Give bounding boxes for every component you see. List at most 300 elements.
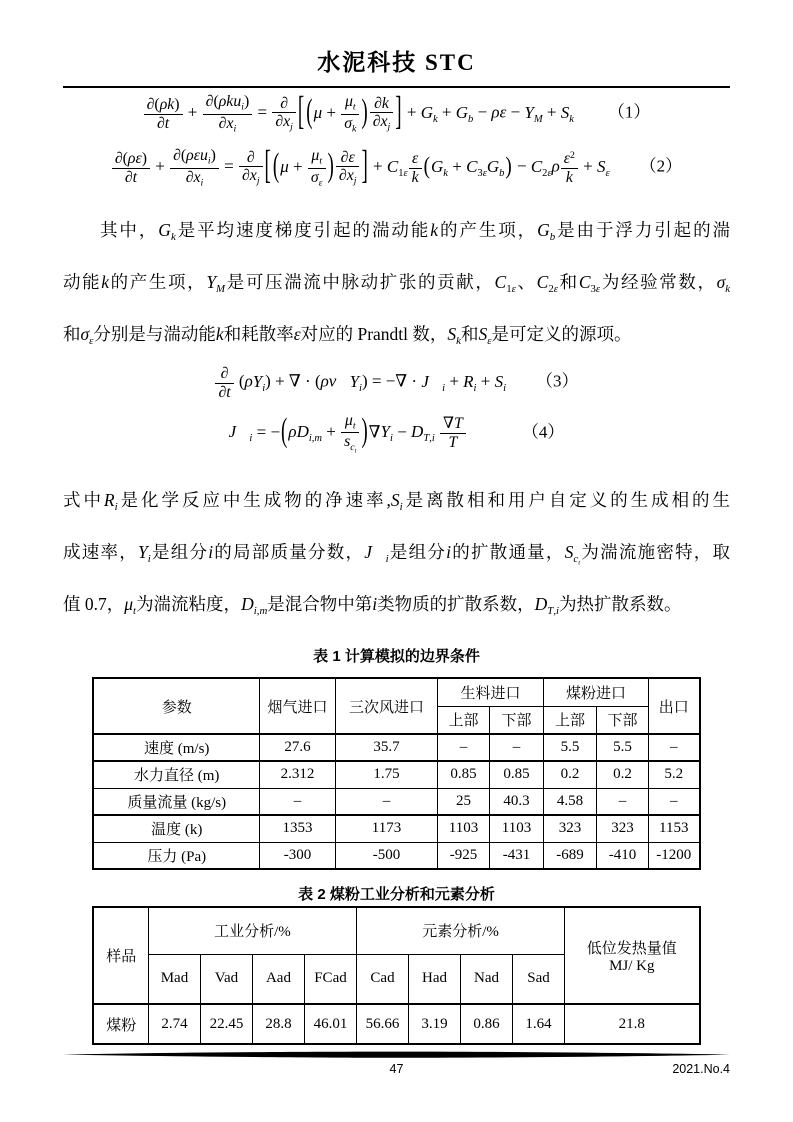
- math-var: ε: [605, 167, 610, 179]
- math-text: −: [512, 156, 531, 176]
- fraction-denominator: [341, 114, 359, 135]
- script-base: [431, 157, 443, 176]
- table-cell: 0.86: [461, 1004, 513, 1044]
- table-cell: 压力 (Pa): [93, 842, 259, 869]
- math-text: 是平均速度梯度引起的湍动能: [175, 220, 431, 240]
- subscript: [319, 177, 323, 188]
- math-text: （1）: [607, 102, 651, 122]
- math-var: m: [314, 432, 323, 444]
- table-cell: 56.66: [357, 1004, 409, 1044]
- script-base: [487, 157, 499, 176]
- fraction-numerator: [409, 150, 422, 167]
- math-group: [272, 147, 335, 189]
- fraction-numerator: [272, 95, 296, 112]
- script-base: [297, 422, 309, 441]
- math-text: 是混合物中第: [267, 594, 373, 614]
- page-title: 水泥科技 STC: [317, 50, 476, 75]
- col-header-ultimate-analysis: 元素分析/%: [357, 907, 565, 954]
- math-var: D: [241, 594, 254, 614]
- math-var: i: [253, 605, 257, 618]
- math-var: D: [296, 421, 309, 441]
- math-fraction: [239, 149, 263, 187]
- math-var: t: [226, 383, 231, 401]
- table-header-cell: 上部: [544, 706, 597, 734]
- math-text: （4）: [521, 421, 565, 441]
- math-var: t: [352, 101, 356, 113]
- math-text: 2: [542, 167, 548, 179]
- math-text: 1: [398, 167, 404, 179]
- subscript: [725, 283, 730, 295]
- math-text: +: [368, 156, 387, 176]
- table-cell: 水力直径 (m): [93, 761, 259, 788]
- math-group: [264, 143, 369, 189]
- math-var: G: [486, 156, 500, 176]
- math-text: +: [437, 102, 456, 122]
- math-var: i: [431, 432, 435, 444]
- fraction-numerator: [144, 96, 183, 113]
- math-fraction: [336, 149, 360, 187]
- subscript: [503, 383, 506, 394]
- table-cell: 0.85: [489, 761, 543, 788]
- math-var: ρε: [127, 150, 142, 168]
- script-base: [229, 422, 250, 441]
- math-group: [280, 411, 369, 454]
- math-var: G: [158, 220, 171, 240]
- subscript: [353, 102, 356, 113]
- math-text: 是由于浮力引起的湍: [555, 220, 730, 240]
- table-row: [93, 788, 699, 815]
- table-cell: 1103: [437, 815, 489, 842]
- math-text: 、: [515, 272, 537, 292]
- math-text: （2）: [639, 156, 683, 176]
- math-text: ,: [553, 605, 557, 618]
- math-var: u: [233, 93, 242, 111]
- math-text: ) = −∇ ·: [361, 371, 422, 391]
- bracket: (: [281, 412, 288, 450]
- table-cell: -500: [335, 842, 437, 869]
- math-var: i: [147, 553, 151, 566]
- math-text: 为热扩散系数。: [559, 594, 682, 614]
- math-text: +: [578, 156, 597, 176]
- paragraph-line: [63, 526, 730, 578]
- math-text: 2: [548, 283, 554, 296]
- subscript: [569, 114, 574, 125]
- math-var: k: [381, 94, 389, 112]
- math-var: i: [556, 605, 560, 618]
- math-var: t: [164, 114, 170, 132]
- math-var: M: [216, 283, 226, 296]
- math-text: +: [151, 156, 170, 176]
- math-var: Y: [349, 371, 360, 391]
- fraction-denominator: [561, 168, 578, 186]
- math-scripted: [386, 156, 408, 179]
- math-text: (: [234, 371, 245, 391]
- table-header-cell: Nad: [461, 954, 513, 1004]
- math-var: i: [503, 382, 507, 394]
- math-text: ∂: [338, 166, 347, 184]
- fraction-numerator: [341, 93, 359, 113]
- math-scripted: [199, 147, 211, 167]
- math-text: 的产生项，: [109, 272, 207, 292]
- math-var: t: [319, 155, 323, 167]
- subscript: [233, 123, 236, 134]
- math-var: S: [390, 490, 400, 510]
- math-var: S: [494, 371, 504, 391]
- script-base: [495, 272, 507, 292]
- bracket: ): [327, 147, 334, 185]
- script-base: [381, 113, 388, 130]
- math-var: ε: [412, 150, 419, 168]
- math-scripted: [283, 112, 293, 133]
- math-text: =: [253, 102, 272, 122]
- math-var: ε: [563, 150, 570, 168]
- math-scripted: [390, 490, 403, 514]
- subscript: [534, 114, 543, 125]
- subscript: [548, 283, 558, 295]
- table-cell: 2.312: [259, 761, 335, 788]
- math-var: ε: [89, 335, 94, 348]
- math-scripted: [344, 93, 356, 113]
- math-scripted: [578, 272, 601, 296]
- math-fraction: [561, 150, 578, 185]
- math-scripted: [534, 594, 560, 618]
- math-text: 的局部质量分数，: [213, 542, 365, 562]
- math-var: S: [597, 156, 606, 176]
- subscript: [350, 442, 356, 453]
- math-text: [435, 422, 439, 441]
- math-var: t: [352, 420, 356, 432]
- table-cell: 46.01: [304, 1004, 356, 1044]
- math-var: J⃗: [228, 421, 250, 441]
- col-header-sample: 样品: [93, 907, 148, 1004]
- fraction-denominator: [170, 168, 219, 189]
- subscript: [309, 433, 322, 444]
- math-var: ε: [403, 167, 408, 179]
- col-header-flue-gas-inlet: 烟气进口: [259, 678, 335, 734]
- fraction-denominator: [336, 166, 360, 187]
- math-var: i: [207, 155, 211, 167]
- fraction-numerator: [308, 147, 326, 167]
- table-1: [92, 677, 700, 870]
- table-header-cell: Vad: [200, 954, 252, 1004]
- script-base: [138, 542, 148, 562]
- math-var: k: [725, 283, 730, 296]
- subscript: [354, 176, 357, 187]
- table-cell: 0.2: [544, 761, 597, 788]
- math-var: μ: [344, 93, 353, 111]
- footer-rule: [63, 1051, 730, 1059]
- bracket: [: [264, 143, 271, 188]
- math-fraction: [409, 150, 422, 185]
- paragraph-line: [63, 308, 730, 360]
- math-var: t: [133, 605, 137, 618]
- table-cell: -410: [597, 842, 649, 869]
- math-var: i: [399, 501, 403, 514]
- table-row: [93, 761, 699, 788]
- table-cell: 27.6: [259, 734, 335, 761]
- table-cell: -1200: [649, 842, 700, 869]
- math-var: ρ: [288, 421, 297, 441]
- table-cell: –: [649, 734, 700, 761]
- math-text: ∂: [275, 112, 284, 130]
- math-var: ε: [293, 324, 301, 344]
- subscript: [216, 283, 225, 295]
- math-var: ε: [482, 167, 487, 179]
- table-cell: –: [649, 788, 700, 815]
- script-base: [311, 169, 319, 186]
- script-base: [345, 412, 353, 429]
- math-var: μ: [124, 594, 134, 614]
- table-cell: –: [437, 734, 489, 761]
- math-scripted: [716, 272, 730, 296]
- table-cell: 3.19: [409, 1004, 461, 1044]
- math-scripted: [597, 156, 610, 179]
- math-scripted: [431, 156, 448, 179]
- math-var: i: [385, 553, 389, 566]
- math-var: i: [372, 594, 378, 614]
- math-var: σ: [716, 272, 726, 292]
- table-cell: -689: [544, 842, 597, 869]
- math-var: t: [578, 559, 581, 567]
- math-text: 的扩散通量，: [450, 542, 565, 562]
- math-scripted: [494, 272, 516, 296]
- math-var: ρk: [159, 96, 175, 114]
- subscript: [254, 605, 268, 617]
- math-text: 3: [477, 167, 483, 179]
- script-base: [381, 422, 390, 441]
- math-var: k: [352, 123, 357, 135]
- math-var: k: [170, 231, 176, 244]
- math-var: S: [560, 102, 570, 122]
- math-var: b: [549, 231, 556, 244]
- fraction-denominator: [341, 432, 359, 455]
- script-base: [124, 594, 133, 614]
- math-var: i: [442, 382, 446, 394]
- math-scripted: [226, 114, 237, 135]
- math-fraction: [272, 95, 296, 133]
- script-base: [350, 372, 359, 391]
- table-cell: 28.8: [252, 1004, 304, 1044]
- script-base: [253, 372, 262, 391]
- math-text: 是化学反应中生成物的净速率,: [117, 490, 391, 510]
- math-fraction: [112, 150, 150, 185]
- math-var: C: [536, 272, 549, 292]
- math-scripted: [124, 594, 137, 618]
- math-var: i: [473, 382, 477, 394]
- math-text: 为湍流粘度，: [136, 594, 242, 614]
- math-fraction: [170, 147, 219, 189]
- table-cell: -431: [489, 842, 543, 869]
- script-base: [463, 372, 473, 391]
- script-base: [364, 542, 385, 562]
- math-var: ε: [511, 283, 516, 296]
- math-scripted: [158, 220, 176, 244]
- math-scripted: [380, 421, 393, 444]
- math-var: M: [533, 113, 543, 125]
- table-row: [93, 842, 699, 869]
- math-scripted: [346, 166, 357, 187]
- col-header-raw-meal-inlet: 生料进口: [437, 678, 543, 706]
- subscript: [388, 122, 391, 133]
- math-text: +: [183, 102, 202, 122]
- math-var: i: [249, 432, 253, 444]
- math-var: ρε: [491, 102, 507, 122]
- math-scripted: [421, 371, 446, 394]
- math-text: ∇: [368, 421, 381, 441]
- math-text: ): [210, 147, 216, 165]
- math-var: T: [547, 605, 554, 618]
- math-var: t: [354, 447, 357, 454]
- table-header-cell: 上部: [437, 706, 489, 734]
- math-text: ∂: [374, 94, 382, 112]
- math-var: j: [256, 175, 260, 187]
- math-var: u: [199, 147, 208, 165]
- math-var: i: [446, 542, 451, 562]
- math-var: ρv⃗: [320, 371, 350, 391]
- math-text: −: [473, 102, 492, 122]
- table-cell: 1103: [489, 815, 543, 842]
- math-scripted: [420, 102, 438, 125]
- superscript: [570, 151, 575, 162]
- math-var: D: [534, 594, 548, 614]
- math-fraction: [341, 93, 359, 135]
- math-text: ∂: [218, 114, 227, 132]
- math-text: =: [219, 156, 238, 176]
- bracket: (: [272, 147, 280, 185]
- math-text: 是离散相和用户自定义的生成相的生: [402, 490, 730, 510]
- script-base: [447, 324, 456, 344]
- issue-label: 2021.No.4: [672, 1062, 730, 1076]
- math-var: k: [215, 324, 224, 344]
- math-var: m: [259, 605, 268, 618]
- math-var: i: [308, 432, 312, 444]
- math-var: S: [564, 542, 574, 562]
- table-cell: 0.85: [437, 761, 489, 788]
- math-var: j: [387, 121, 391, 133]
- math-scripted: [228, 421, 253, 444]
- math-scripted: [494, 371, 507, 394]
- math-text: 和: [558, 272, 579, 292]
- math-text: +: [445, 371, 464, 391]
- table-2-caption: 表 2 煤粉工业分析和元素分析: [298, 886, 495, 903]
- math-text: ,: [429, 432, 432, 444]
- script-base: [524, 103, 533, 122]
- fraction-denominator: [239, 166, 263, 187]
- math-scripted: [296, 421, 323, 444]
- fraction-numerator: [561, 150, 578, 167]
- math-var: C: [386, 156, 399, 176]
- col-header-proximate-analysis: 工业分析/%: [148, 907, 356, 954]
- math-scripted: [310, 168, 323, 189]
- math-text: 和: [63, 324, 81, 344]
- script-base: [391, 490, 400, 510]
- subscript: [542, 168, 551, 179]
- math-text: 和: [461, 324, 479, 344]
- math-var: D: [411, 421, 424, 441]
- math-text: 是可压湍流中脉动扩张的贡献，: [225, 272, 495, 292]
- math-text: ∂(: [114, 150, 128, 168]
- math-fraction: [341, 412, 359, 455]
- math-text: 式中: [63, 490, 104, 510]
- math-text: −: [506, 102, 525, 122]
- paragraph-line: [63, 256, 730, 308]
- math-var: ε: [547, 167, 552, 179]
- math-var: k: [411, 168, 419, 186]
- script-base: [206, 272, 216, 292]
- math-text: 成速率，: [63, 542, 138, 562]
- math-var: ε: [595, 283, 601, 296]
- subscript: [591, 283, 601, 295]
- fraction-denominator: [203, 114, 253, 135]
- table-header-cell: FCad: [304, 954, 356, 1004]
- table-cell: 35.7: [335, 734, 437, 761]
- math-scripted: [537, 220, 556, 244]
- script-base: [344, 115, 352, 132]
- math-text: −: [392, 421, 412, 441]
- table-cell: 21.8: [565, 1004, 700, 1044]
- paragraph-1: [63, 204, 730, 360]
- math-scripted: [524, 102, 543, 125]
- script-base: [579, 272, 591, 292]
- math-text: +: [447, 156, 467, 176]
- fraction-denominator: [370, 112, 394, 133]
- math-scripted: [80, 324, 94, 348]
- math-text: 为湍流施密特，取: [580, 542, 730, 562]
- subscript: [319, 156, 322, 167]
- fraction-denominator: [308, 168, 326, 189]
- page-number: 47: [389, 1062, 404, 1076]
- math-var: i: [262, 382, 266, 394]
- table-cell: –: [489, 734, 543, 761]
- math-var: s: [344, 432, 351, 450]
- math-var: i: [208, 542, 214, 562]
- fraction-numerator: [239, 149, 263, 166]
- math-text: ) + ∇ · (: [265, 371, 321, 391]
- math-var: Y: [524, 102, 534, 122]
- math-var: σ: [310, 168, 319, 186]
- table-cell: -300: [259, 842, 335, 869]
- subscript: [355, 448, 357, 454]
- math-scripted: [380, 112, 391, 133]
- subscript: [547, 605, 559, 617]
- math-scripted: [206, 272, 226, 296]
- math-var: G: [420, 102, 433, 122]
- script-base: [411, 422, 423, 441]
- math-var: ε: [553, 283, 559, 296]
- math-var: k: [443, 167, 448, 179]
- table-cell: 质量流量 (kg/s): [93, 788, 259, 815]
- table-cell: –: [597, 788, 649, 815]
- math-var: k: [432, 113, 438, 125]
- math-var: Y: [252, 371, 263, 391]
- fraction-denominator: [272, 112, 296, 133]
- math-var: i: [233, 123, 237, 135]
- math-var: j: [290, 121, 293, 133]
- script-base: [537, 220, 550, 240]
- table-header-cell: Sad: [513, 954, 565, 1004]
- script-base: [104, 490, 115, 510]
- math-var: k: [430, 220, 439, 240]
- math-fraction: [440, 415, 466, 450]
- math-scripted: [193, 168, 204, 189]
- table-cell: -925: [437, 842, 489, 869]
- script-base: [158, 220, 171, 240]
- math-text: 2: [570, 150, 575, 162]
- script-base: [456, 103, 468, 122]
- col-header-coal-inlet: 煤粉进口: [544, 678, 649, 706]
- math-var: i: [359, 382, 362, 394]
- script-base: [421, 103, 433, 122]
